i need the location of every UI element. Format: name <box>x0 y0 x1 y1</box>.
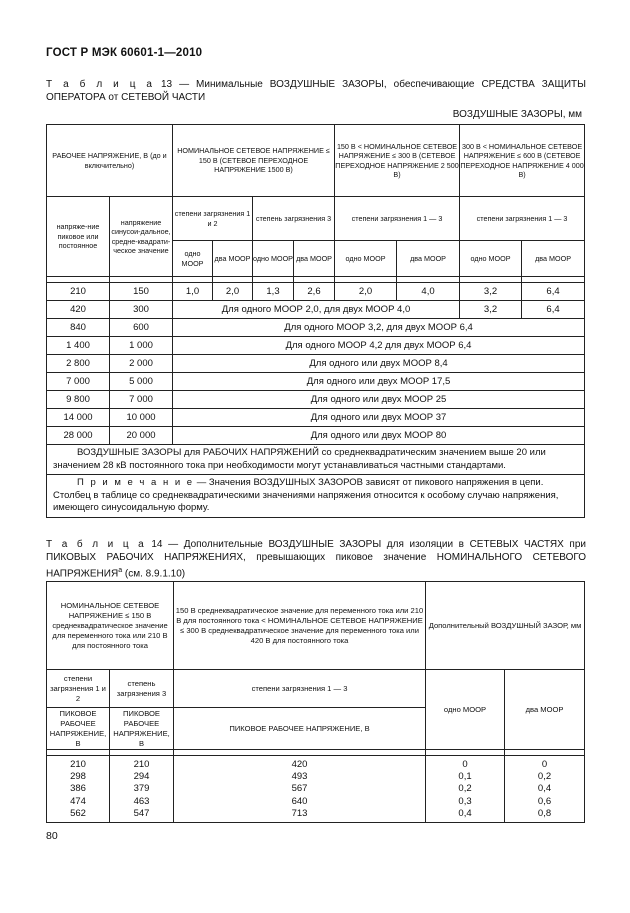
table-row: 210 <box>133 759 150 770</box>
pollution-degree-3-header: степень загрязнения 3 <box>110 670 174 708</box>
peak-cell: 7 000 <box>47 373 110 391</box>
document-header: ГОСТ Р МЭК 60601-1—2010 <box>46 47 203 59</box>
table13-caption-text: 13 — Минимальные ВОЗДУШНЫЕ ЗАЗОРЫ, обеспечивающие СРЕДСТВА ЗАЩИТЫ ОПЕРАТОРА от СЕТЕВОЙ ЧАСТИ <box>46 79 587 103</box>
table-row: 493 <box>291 771 308 783</box>
col-d-values <box>426 756 505 823</box>
table-row: 0,4 <box>537 783 552 795</box>
pollution-degree-1-2-header: степени загрязнения 1 и 2 <box>173 197 253 241</box>
table-row: 640 <box>291 795 308 807</box>
table-row <box>47 337 585 355</box>
table14-caption <box>46 538 586 580</box>
table14-caption-label: Т а б л и ц а <box>46 539 146 550</box>
sinus-cell: 1 000 <box>110 337 173 355</box>
value-cell: 6,4 <box>522 301 585 319</box>
table-row <box>47 355 585 373</box>
table-row: 420 <box>291 759 308 770</box>
peak-cell: 1 400 <box>47 337 110 355</box>
table-row: 0,8 <box>537 807 552 819</box>
pollution-degree-1-3-header: степени загрязнения 1 — 3 <box>460 197 585 241</box>
value-cell: 4,0 <box>397 283 460 301</box>
peak-cell: 9 800 <box>47 391 110 409</box>
table-row: 386 <box>70 783 86 795</box>
peak-voltage-header: ПИКОВОЕ РАБОЧЕЕ НАПРЯЖЕНИЕ, В <box>110 708 174 750</box>
sinus-cell: 10 000 <box>110 409 173 427</box>
table14-caption-text: 14 — Дополнительные ВОЗДУШНЫЕ ЗАЗОРЫ для изоляции в СЕТЕВЫХ ЧАСТЯХ при ПИКОВЫХ РАБОЧИХ НАПРЯЖЕНИЯХ, превышающих пиковое значение НОМИНАЛЬНОГО СЕТЕВОГО НАПРЯЖЕНИЯ <box>46 539 586 580</box>
table-row: 294 <box>133 771 150 783</box>
table-row: 0,4 <box>458 807 472 819</box>
table13-caption-label: Т а б л и ц а <box>46 79 154 90</box>
value-cell: 1,3 <box>253 283 294 301</box>
pollution-degree-1-3-header: степени загрязнения 1 — 3 <box>335 197 460 241</box>
table-row: 547 <box>133 807 150 819</box>
value-cell: 2,6 <box>294 283 335 301</box>
table-row: 562 <box>70 807 86 819</box>
one-moop-header: одно МООР <box>335 241 397 277</box>
value-cell: 3,2 <box>460 283 522 301</box>
merged-value-cell: Для одного МООР 3,2, для двух МООР 6,4 <box>173 319 585 337</box>
table13 <box>46 124 585 518</box>
table-row <box>47 319 585 337</box>
table-row <box>47 301 585 319</box>
table-row: 567 <box>291 783 308 795</box>
pollution-degree-3-header: степень загрязнения 3 <box>253 197 335 241</box>
two-moop-header: два МООР <box>522 241 585 277</box>
col-c-values <box>174 756 426 823</box>
nominal-150-header: НОМИНАЛЬНОЕ СЕТЕВОЕ НАПРЯЖЕНИЕ ≤ 150 В (СЕТЕВОЕ ПЕРЕХОДНОЕ НАПРЯЖЕНИЕ 1500 В) <box>173 125 335 197</box>
pollution-degree-1-2-header: степени загрязнения 1 и 2 <box>47 670 110 708</box>
table-row <box>47 283 585 301</box>
value-cell: 6,4 <box>522 283 585 301</box>
merged-value-cell: Для одного или двух МООР 17,5 <box>173 373 585 391</box>
value-cell: 1,0 <box>173 283 213 301</box>
two-moop-header: два МООР <box>505 670 585 750</box>
table-row: 474 <box>70 795 86 807</box>
value-cell: 3,2 <box>460 301 522 319</box>
two-moop-header: два МООР <box>213 241 253 277</box>
table14 <box>46 581 585 823</box>
working-voltage-header: РАБОЧЕЕ НАПРЯЖЕНИЕ, В (до и включительно) <box>47 125 173 197</box>
nominal-600-header: 300 В < НОМИНАЛЬНОЕ СЕТЕВОЕ НАПРЯЖЕНИЕ ≤ 600 В (СЕТЕВОЕ ПЕРЕХОДНОЕ НАПРЯЖЕНИЕ 4 000 В) <box>460 125 585 197</box>
table-row: 0 <box>462 759 468 770</box>
table-row <box>47 373 585 391</box>
col-e-values <box>505 756 585 823</box>
table13-footnote: ВОЗДУШНЫЕ ЗАЗОРЫ для РАБОЧИХ НАПРЯЖЕНИЙ со среднеквадратическим значением выше 20 или значением 28 кВ постоянного тока при необходимости могут устанавливаться частными стандартами. <box>47 445 585 475</box>
one-moop-header: одно МООР <box>460 241 522 277</box>
col-a-values <box>47 756 110 823</box>
table14-caption-ref: (см. 8.9.1.10) <box>122 568 186 580</box>
table-row <box>47 391 585 409</box>
sinus-cell: 300 <box>110 301 173 319</box>
table-row: 210 <box>70 759 86 770</box>
merged-value-cell: Для одного МООР 4,2 для двух МООР 6,4 <box>173 337 585 355</box>
peak-voltage-header: напряже-ние пиковое или постоянное <box>47 197 110 277</box>
value-cell: 2,0 <box>213 283 253 301</box>
merged-value-cell: Для одного или двух МООР 25 <box>173 391 585 409</box>
sinus-cell: 5 000 <box>110 373 173 391</box>
table-row: 0 <box>541 759 548 770</box>
peak-cell: 28 000 <box>47 427 110 445</box>
col-b-values <box>110 756 174 823</box>
table-row: 0,2 <box>458 783 472 795</box>
table-row: 713 <box>291 807 308 819</box>
col-a-header: НОМИНАЛЬНОЕ СЕТЕВОЕ НАПРЯЖЕНИЕ ≤ 150 В среднеквадратическое значение для переменного тока или 210 В для постоянного тока <box>47 582 174 670</box>
table-row: 0,1 <box>458 771 472 783</box>
merged-value-cell: Для одного или двух МООР 80 <box>173 427 585 445</box>
peak-cell: 840 <box>47 319 110 337</box>
table13-note <box>47 475 585 518</box>
peak-cell: 420 <box>47 301 110 319</box>
table13-unit: ВОЗДУШНЫЕ ЗАЗОРЫ, мм <box>452 109 582 120</box>
one-moop-header: одно МООР <box>173 241 213 277</box>
sinus-cell: 600 <box>110 319 173 337</box>
col-c-header: Дополнительный ВОЗДУШНЫЙ ЗАЗОР, мм <box>426 582 585 670</box>
sinus-cell: 2 000 <box>110 355 173 373</box>
value-cell: 2,0 <box>335 283 397 301</box>
two-moop-header: два МООР <box>294 241 335 277</box>
table-row: 463 <box>133 795 150 807</box>
note-label: П р и м е ч а н и е <box>77 477 195 488</box>
merged-value-cell: Для одного МООР 2,0, для двух МООР 4,0 <box>173 301 460 319</box>
sinus-cell: 20 000 <box>110 427 173 445</box>
table-row <box>47 427 585 445</box>
nominal-300-header: 150 В < НОМИНАЛЬНОЕ СЕТЕВОЕ НАПРЯЖЕНИЕ ≤ 300 В (СЕТЕВОЕ ПЕРЕХОДНОЕ НАПРЯЖЕНИЕ 2 500 В) <box>335 125 460 197</box>
peak-cell: 2 800 <box>47 355 110 373</box>
two-moop-header: два МООР <box>397 241 460 277</box>
table-row: 298 <box>70 771 86 783</box>
peak-voltage-header: ПИКОВОЕ РАБОЧЕЕ НАПРЯЖЕНИЕ, В <box>47 708 110 750</box>
table13-caption <box>46 78 586 104</box>
peak-cell: 210 <box>47 283 110 301</box>
pollution-degree-1-3-header: степени загрязнения 1 — 3 <box>174 670 426 708</box>
one-moop-header: одно МООР <box>253 241 294 277</box>
note-text-2: Столбец в таблице со среднеквадратическими значениями напряжения относится к особому случаю напряжения, имеющего синусоидальную форму. <box>53 489 559 513</box>
note-text-1: — Значения ВОЗДУШНЫХ ЗАЗОРОВ зависят от пикового напряжения в цепи. <box>194 477 544 488</box>
merged-value-cell: Для одного или двух МООР 37 <box>173 409 585 427</box>
col-b-header: 150 В среднеквадратическое значение для переменного тока или 210 В для постоянного тока < НОМИНАЛЬНОЕ СЕТЕВОЕ НАПРЯЖЕНИЕ ≤ 300 В среднеквадратическое значение для переменного тока или 420 В для постоянного тока <box>174 582 426 670</box>
merged-value-cell: Для одного или двух МООР 8,4 <box>173 355 585 373</box>
table-row: 0,2 <box>537 771 552 783</box>
table-row: 0,6 <box>537 795 552 807</box>
peak-cell: 14 000 <box>47 409 110 427</box>
sinus-cell: 150 <box>110 283 173 301</box>
peak-voltage-header: ПИКОВОЕ РАБОЧЕЕ НАПРЯЖЕНИЕ, В <box>174 708 426 750</box>
table14-caption-sup: а <box>118 567 123 574</box>
table-row: 0,3 <box>458 795 472 807</box>
table-row <box>47 409 585 427</box>
one-moop-header: одно МООР <box>426 670 505 750</box>
sinus-voltage-header: напряжение синусои-дальное, средне-квадрати-ческое значение <box>110 197 173 277</box>
table-row: 379 <box>133 783 150 795</box>
sinus-cell: 7 000 <box>110 391 173 409</box>
page-number: 80 <box>46 830 58 842</box>
